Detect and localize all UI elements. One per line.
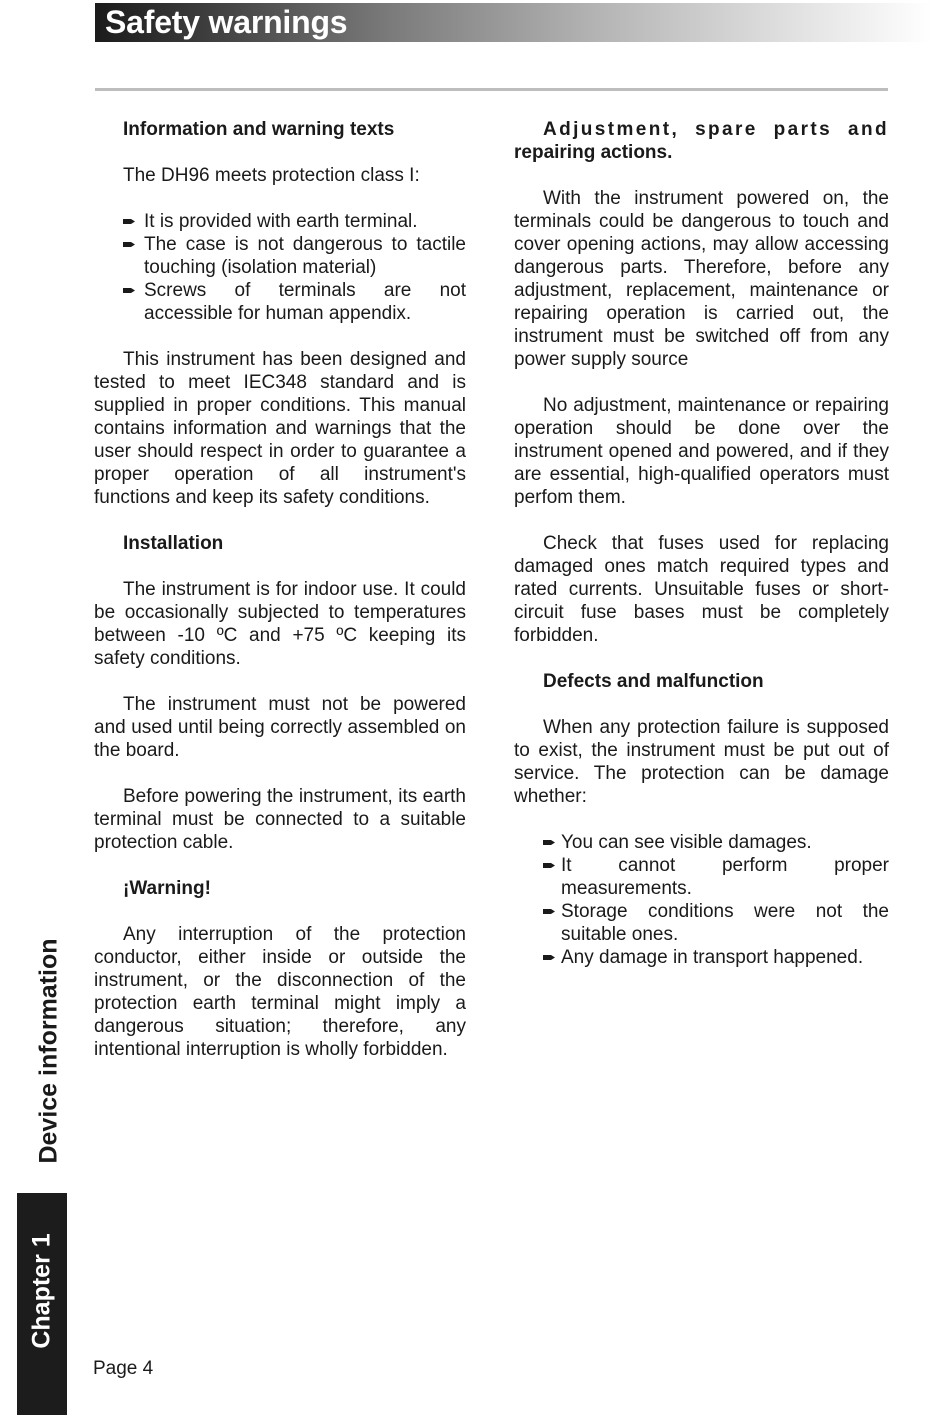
list-item <box>94 279 466 325</box>
warning-heading: ¡Warning! <box>123 878 211 899</box>
page-title: Safety warnings <box>105 4 348 40</box>
earth-terminal-paragraph: Before powering the instrument, its earth terminal must be connected to a suitable protection cable. <box>94 786 466 853</box>
arrow-bullet-icon <box>543 862 555 869</box>
list-item-text: It is provided with earth terminal. <box>144 211 418 232</box>
failure-paragraph: When any protection failure is supposed to exist, the instrument must be put out of service. The protection can be damage whether: <box>514 717 889 807</box>
chapter-tab <box>17 1193 67 1415</box>
indoor-use-paragraph: The instrument is for indoor use. It could be occasionally subjected to temperatures between -10 ºC and +75 ºC keeping its safety conditions. <box>94 579 466 669</box>
page-header-bar <box>95 3 931 42</box>
heading-line-2: repairing actions. <box>514 142 673 163</box>
list-item <box>94 210 466 233</box>
page-number: Page 4 <box>93 1358 154 1379</box>
section-heading-installation: Installation <box>123 533 224 554</box>
section-side-label <box>34 928 64 1174</box>
design-paragraph: This instrument has been designed and tested to meet IEC348 standard and is supplied in proper conditions. This manual contains information and warnings that the user should respect in order to guarantee a proper operation of all instrument's functions and keep its safety conditions. <box>94 349 466 508</box>
header-divider <box>95 88 888 91</box>
arrow-bullet-icon <box>543 839 555 846</box>
list-item-text: You can see visible damages. <box>561 832 812 853</box>
powering-paragraph: The instrument must not be powered and used until being correctly assembled on the board. <box>94 694 466 761</box>
list-item <box>514 854 889 900</box>
arrow-bullet-icon <box>543 908 555 915</box>
list-item <box>514 946 889 969</box>
powered-on-paragraph: With the instrument powered on, the terminals could be dangerous to touch and cover opening actions, may allow accessing dangerous parts. Therefore, before any adjustment, replacement, maintenance or repairing operation is carried out, the instrument must be switched off from any power supply source <box>514 188 889 370</box>
section-label-text: Device information <box>34 938 63 1164</box>
fuses-paragraph: Check that fuses used for replacing damaged ones match required types and rated currents. Unsuitable fuses or short-circuit fuse bases must be completely forbidden. <box>514 533 889 646</box>
chapter-label: Chapter 1 <box>27 1233 56 1349</box>
section-heading-defects: Defects and malfunction <box>543 671 764 692</box>
left-column <box>94 118 466 1084</box>
list-item-text: Storage conditions were not the suitable ones. <box>561 901 889 945</box>
damage-conditions-list <box>514 831 889 969</box>
list-item-text: Any damage in transport happened. <box>561 947 864 968</box>
arrow-bullet-icon <box>543 954 555 961</box>
arrow-bullet-icon <box>123 218 135 225</box>
protection-class-list <box>94 210 466 325</box>
list-item-text: Screws of terminals are not accessible for human appendix. <box>144 280 466 324</box>
arrow-bullet-icon <box>123 241 135 248</box>
list-item-text: The case is not dangerous to tactile touching (isolation material) <box>144 234 466 278</box>
section-heading-information: Information and warning texts <box>123 119 395 140</box>
right-column <box>514 118 889 992</box>
list-item <box>94 233 466 279</box>
heading-line-1: Adjustment, spare parts and <box>543 119 889 140</box>
no-adjustment-paragraph: No adjustment, maintenance or repairing operation should be done over the instrument opened and powered, and if they are essential, high-qualified operators must perfom them. <box>514 395 889 508</box>
warning-paragraph: Any interruption of the protection conductor, either inside or outside the instrument, or the disconnection of the protection earth terminal might imply a dangerous situation; therefore, any intentional interruption is wholly forbidden. <box>94 924 466 1060</box>
intro-paragraph: The DH96 meets protection class I: <box>123 165 420 186</box>
list-item <box>514 831 889 854</box>
arrow-bullet-icon <box>123 287 135 294</box>
list-item <box>514 900 889 946</box>
section-heading-adjustment <box>514 118 889 164</box>
list-item-text: It cannot perform proper measurements. <box>561 855 889 899</box>
